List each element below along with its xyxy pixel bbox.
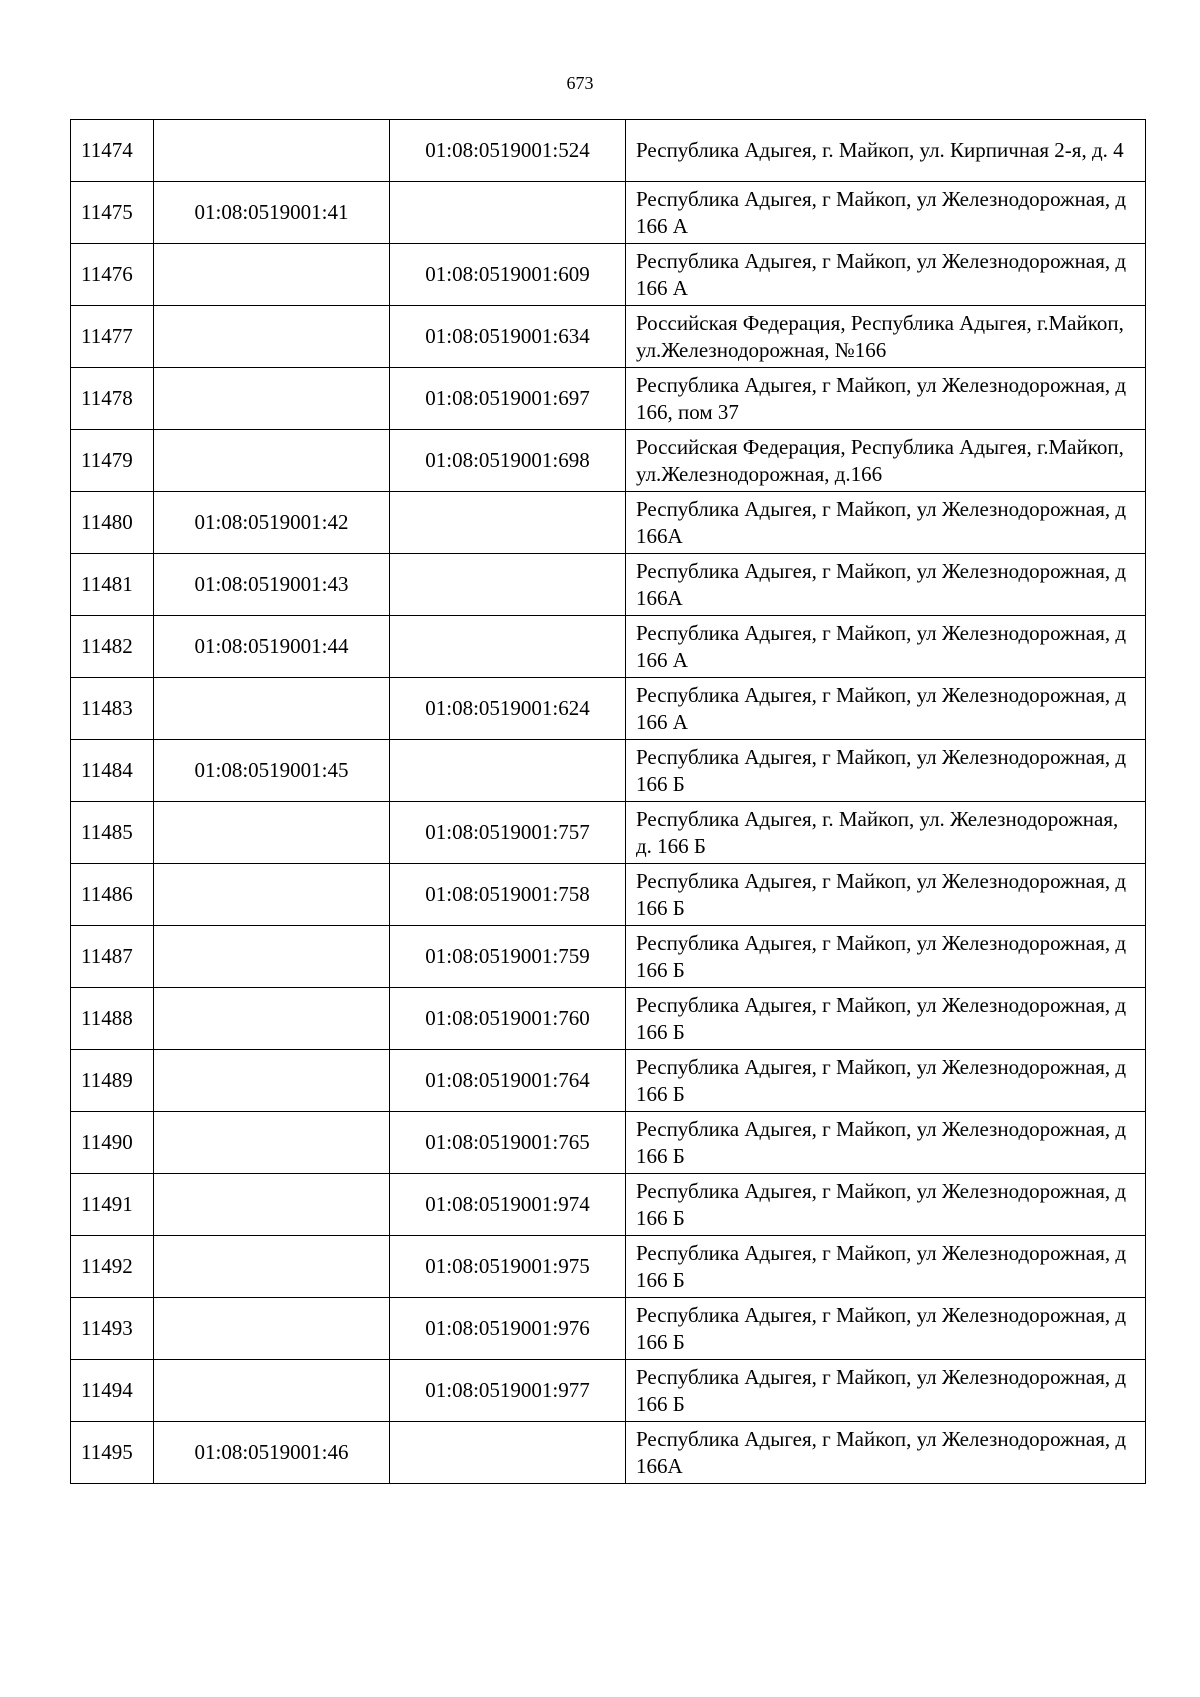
object-cadastral-number-cell: 01:08:0519001:764 (390, 1050, 626, 1112)
cadastral-number-cell: 01:08:0519001:42 (154, 492, 390, 554)
address-cell: Республика Адыгея, г Майкоп, ул Железнодорожная, д 166 Б (626, 740, 1146, 802)
address-cell: Республика Адыгея, г Майкоп, ул Железнодорожная, д 166А (626, 554, 1146, 616)
table-row (71, 1360, 1146, 1422)
row-number-cell: 11492 (71, 1236, 154, 1298)
table-row (71, 120, 1146, 182)
cadastral-number-cell (154, 1112, 390, 1174)
cadastral-number-cell (154, 1298, 390, 1360)
cadastral-number-cell (154, 368, 390, 430)
row-number-cell: 11477 (71, 306, 154, 368)
table-row (71, 1050, 1146, 1112)
object-cadastral-number-cell: 01:08:0519001:698 (390, 430, 626, 492)
cadastral-number-cell (154, 120, 390, 182)
row-number-cell: 11484 (71, 740, 154, 802)
table-row (71, 1174, 1146, 1236)
address-cell: Республика Адыгея, г Майкоп, ул Железнодорожная, д 166 Б (626, 1174, 1146, 1236)
registry-table-body (71, 120, 1146, 1484)
address-cell: Республика Адыгея, г Майкоп, ул Железнодорожная, д 166 Б (626, 1050, 1146, 1112)
address-cell: Республика Адыгея, г Майкоп, ул Железнодорожная, д 166 Б (626, 1236, 1146, 1298)
row-number-cell: 11479 (71, 430, 154, 492)
address-cell: Республика Адыгея, г Майкоп, ул Железнодорожная, д 166 А (626, 244, 1146, 306)
address-cell: Республика Адыгея, г Майкоп, ул Железнодорожная, д 166 А (626, 678, 1146, 740)
address-cell: Республика Адыгея, г Майкоп, ул Железнодорожная, д 166 Б (626, 1360, 1146, 1422)
object-cadastral-number-cell (390, 182, 626, 244)
cadastral-number-cell (154, 430, 390, 492)
table-row (71, 864, 1146, 926)
row-number-cell: 11480 (71, 492, 154, 554)
address-cell: Республика Адыгея, г Майкоп, ул Железнодорожная, д 166 А (626, 182, 1146, 244)
table-row (71, 244, 1146, 306)
cadastral-number-cell (154, 1174, 390, 1236)
cadastral-number-cell: 01:08:0519001:46 (154, 1422, 390, 1484)
cadastral-number-cell (154, 306, 390, 368)
address-cell: Республика Адыгея, г. Майкоп, ул. Железнодорожная, д. 166 Б (626, 802, 1146, 864)
table-row (71, 182, 1146, 244)
table-row (71, 554, 1146, 616)
address-cell: Республика Адыгея, г Майкоп, ул Железнодорожная, д 166А (626, 1422, 1146, 1484)
object-cadastral-number-cell (390, 1422, 626, 1484)
row-number-cell: 11487 (71, 926, 154, 988)
object-cadastral-number-cell: 01:08:0519001:977 (390, 1360, 626, 1422)
table-row (71, 368, 1146, 430)
row-number-cell: 11494 (71, 1360, 154, 1422)
cadastral-number-cell: 01:08:0519001:45 (154, 740, 390, 802)
row-number-cell: 11482 (71, 616, 154, 678)
address-cell: Российская Федерация, Республика Адыгея, г.Майкоп, ул.Железнодорожная, №166 (626, 306, 1146, 368)
object-cadastral-number-cell: 01:08:0519001:765 (390, 1112, 626, 1174)
object-cadastral-number-cell: 01:08:0519001:757 (390, 802, 626, 864)
address-cell: Российская Федерация, Республика Адыгея, г.Майкоп, ул.Железнодорожная, д.166 (626, 430, 1146, 492)
table-row (71, 926, 1146, 988)
table-row (71, 802, 1146, 864)
table-row (71, 306, 1146, 368)
cadastral-number-cell (154, 244, 390, 306)
table-row (71, 1422, 1146, 1484)
table-row (71, 1236, 1146, 1298)
object-cadastral-number-cell (390, 740, 626, 802)
address-cell: Республика Адыгея, г Майкоп, ул Железнодорожная, д 166А (626, 492, 1146, 554)
page-number: 673 (566, 73, 594, 93)
object-cadastral-number-cell: 01:08:0519001:759 (390, 926, 626, 988)
object-cadastral-number-cell: 01:08:0519001:697 (390, 368, 626, 430)
row-number-cell: 11475 (71, 182, 154, 244)
cadastral-number-cell: 01:08:0519001:44 (154, 616, 390, 678)
object-cadastral-number-cell: 01:08:0519001:609 (390, 244, 626, 306)
address-cell: Республика Адыгея, г Майкоп, ул Железнодорожная, д 166 Б (626, 1112, 1146, 1174)
table-row (71, 1112, 1146, 1174)
address-cell: Республика Адыгея, г Майкоп, ул Железнодорожная, д 166, пом 37 (626, 368, 1146, 430)
object-cadastral-number-cell (390, 616, 626, 678)
object-cadastral-number-cell: 01:08:0519001:624 (390, 678, 626, 740)
table-row (71, 740, 1146, 802)
address-cell: Республика Адыгея, г Майкоп, ул Железнодорожная, д 166 Б (626, 988, 1146, 1050)
cadastral-number-cell (154, 926, 390, 988)
row-number-cell: 11483 (71, 678, 154, 740)
row-number-cell: 11488 (71, 988, 154, 1050)
row-number-cell: 11490 (71, 1112, 154, 1174)
address-cell: Республика Адыгея, г Майкоп, ул Железнодорожная, д 166 Б (626, 1298, 1146, 1360)
cadastral-number-cell (154, 678, 390, 740)
object-cadastral-number-cell: 01:08:0519001:634 (390, 306, 626, 368)
address-cell: Республика Адыгея, г. Майкоп, ул. Кирпичная 2-я, д. 4 (626, 120, 1146, 182)
object-cadastral-number-cell: 01:08:0519001:974 (390, 1174, 626, 1236)
row-number-cell: 11481 (71, 554, 154, 616)
registry-table (70, 119, 1146, 1484)
cadastral-number-cell (154, 1050, 390, 1112)
object-cadastral-number-cell: 01:08:0519001:975 (390, 1236, 626, 1298)
table-row (71, 430, 1146, 492)
address-cell: Республика Адыгея, г Майкоп, ул Железнодорожная, д 166 А (626, 616, 1146, 678)
object-cadastral-number-cell: 01:08:0519001:976 (390, 1298, 626, 1360)
row-number-cell: 11476 (71, 244, 154, 306)
row-number-cell: 11495 (71, 1422, 154, 1484)
address-cell: Республика Адыгея, г Майкоп, ул Железнодорожная, д 166 Б (626, 926, 1146, 988)
row-number-cell: 11486 (71, 864, 154, 926)
cadastral-number-cell (154, 988, 390, 1050)
table-row (71, 988, 1146, 1050)
table-row (71, 678, 1146, 740)
row-number-cell: 11491 (71, 1174, 154, 1236)
table-row (71, 492, 1146, 554)
row-number-cell: 11489 (71, 1050, 154, 1112)
row-number-cell: 11493 (71, 1298, 154, 1360)
object-cadastral-number-cell: 01:08:0519001:524 (390, 120, 626, 182)
cadastral-number-cell (154, 1360, 390, 1422)
object-cadastral-number-cell (390, 492, 626, 554)
cadastral-number-cell (154, 802, 390, 864)
address-cell: Республика Адыгея, г Майкоп, ул Железнодорожная, д 166 Б (626, 864, 1146, 926)
table-row (71, 1298, 1146, 1360)
object-cadastral-number-cell: 01:08:0519001:760 (390, 988, 626, 1050)
row-number-cell: 11485 (71, 802, 154, 864)
cadastral-number-cell (154, 1236, 390, 1298)
object-cadastral-number-cell: 01:08:0519001:758 (390, 864, 626, 926)
cadastral-number-cell (154, 864, 390, 926)
row-number-cell: 11474 (71, 120, 154, 182)
row-number-cell: 11478 (71, 368, 154, 430)
cadastral-number-cell: 01:08:0519001:43 (154, 554, 390, 616)
object-cadastral-number-cell (390, 554, 626, 616)
table-row (71, 616, 1146, 678)
cadastral-number-cell: 01:08:0519001:41 (154, 182, 390, 244)
